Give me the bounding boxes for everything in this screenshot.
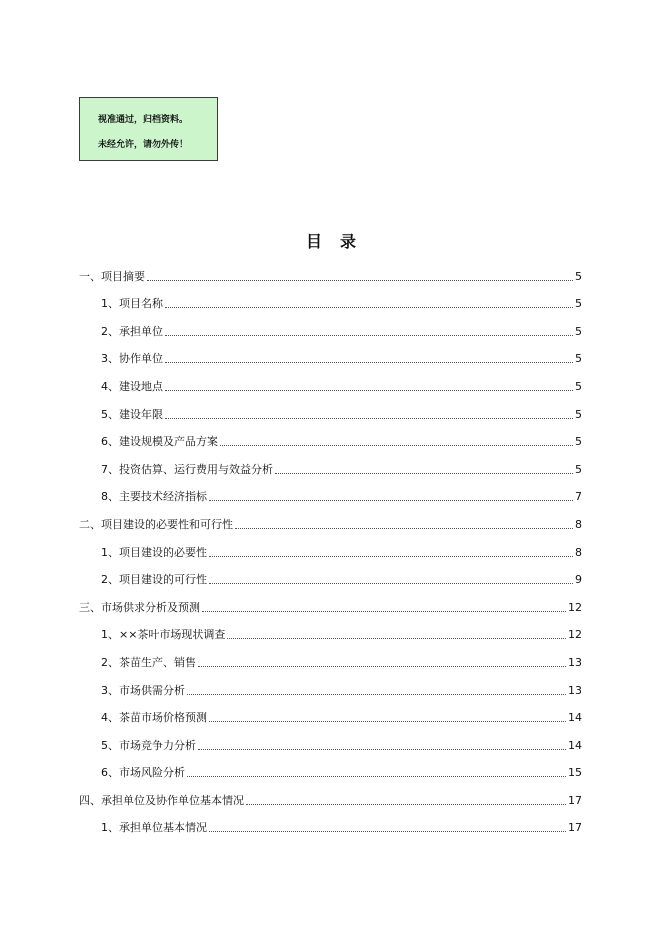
toc-entry[interactable] (79, 477, 582, 505)
toc-entry-page: 14 (568, 738, 582, 752)
toc-entry-page: 5 (575, 435, 582, 449)
toc-leader-dots (235, 528, 573, 529)
toc-entry[interactable] (79, 284, 582, 312)
toc-entry[interactable] (79, 256, 582, 284)
toc-entry-label: 3、市场供需分析 (101, 683, 185, 697)
toc-entry-page: 5 (575, 269, 582, 283)
toc-entry-page: 14 (568, 711, 582, 725)
toc-entry[interactable] (79, 587, 582, 615)
toc-entry[interactable] (79, 753, 582, 781)
toc-entry-label: 4、茶苗市场价格预测 (101, 711, 207, 725)
toc-entry-page: 5 (575, 462, 582, 476)
table-of-contents (79, 256, 582, 835)
toc-entry-label: 1、项目建设的必要性 (101, 545, 207, 559)
toc-entry-page: 17 (568, 793, 582, 807)
toc-entry-page: 8 (575, 517, 582, 531)
toc-entry[interactable] (79, 670, 582, 698)
toc-entry[interactable] (79, 698, 582, 726)
toc-entry-page: 15 (568, 766, 582, 780)
toc-leader-dots (198, 749, 566, 750)
toc-leader-dots (198, 666, 566, 667)
toc-entry-page: 5 (575, 407, 582, 421)
toc-leader-dots (147, 280, 573, 281)
toc-entry[interactable] (79, 560, 582, 588)
toc-entry-page: 9 (575, 573, 582, 587)
toc-entry-label: 四、承担单位及协作单位基本情况 (79, 793, 244, 807)
toc-entry[interactable] (79, 449, 582, 477)
toc-entry[interactable] (79, 642, 582, 670)
toc-leader-dots (209, 556, 573, 557)
toc-entry[interactable] (79, 780, 582, 808)
toc-leader-dots (220, 445, 573, 446)
toc-entry-page: 5 (575, 379, 582, 393)
toc-entry-page: 13 (568, 655, 582, 669)
toc-entry-label: 8、主要技术经济指标 (101, 490, 207, 504)
toc-entry[interactable] (79, 394, 582, 422)
toc-leader-dots (165, 418, 573, 419)
toc-entry-label: 7、投资估算、运行费用与效益分析 (101, 462, 273, 476)
toc-entry-page: 5 (575, 324, 582, 338)
notice-line-2: 未经允许，请勿外传！ (98, 140, 189, 150)
toc-entry-page: 17 (568, 821, 582, 835)
toc-leader-dots (246, 804, 566, 805)
toc-entry-label: 5、市场竞争力分析 (101, 738, 196, 752)
toc-leader-dots (275, 473, 573, 474)
toc-entry[interactable] (79, 725, 582, 753)
toc-entry-label: 6、市场风险分析 (101, 766, 185, 780)
toc-entry-page: 12 (568, 628, 582, 642)
toc-entry-page: 7 (575, 490, 582, 504)
toc-entry[interactable] (79, 532, 582, 560)
toc-entry-page: 8 (575, 545, 582, 559)
toc-entry-label: 2、茶苗生产、销售 (101, 655, 196, 669)
toc-leader-dots (227, 638, 566, 639)
toc-entry[interactable] (79, 504, 582, 532)
toc-leader-dots (165, 335, 573, 336)
toc-entry-label: 一、项目摘要 (79, 269, 145, 283)
approval-notice-box (79, 97, 218, 161)
toc-leader-dots (209, 500, 573, 501)
toc-title: 目录 (305, 232, 374, 251)
toc-entry-label: 1、承担单位基本情况 (101, 821, 207, 835)
toc-entry-label: 3、协作单位 (101, 352, 163, 366)
toc-entry-page: 12 (568, 600, 582, 614)
toc-leader-dots (165, 390, 573, 391)
toc-leader-dots (209, 831, 566, 832)
toc-entry-page: 5 (575, 352, 582, 366)
toc-entry-label: 5、建设年限 (101, 407, 163, 421)
toc-entry-label: 1、项目名称 (101, 297, 163, 311)
toc-leader-dots (187, 694, 566, 695)
toc-entry-label: 2、承担单位 (101, 324, 163, 338)
toc-entry-label: 6、建设规模及产品方案 (101, 435, 218, 449)
toc-entry[interactable] (79, 339, 582, 367)
toc-leader-dots (209, 721, 566, 722)
toc-leader-dots (165, 307, 573, 308)
toc-leader-dots (165, 362, 573, 363)
toc-entry[interactable] (79, 366, 582, 394)
toc-leader-dots (202, 611, 566, 612)
toc-entry[interactable] (79, 311, 582, 339)
toc-entry[interactable] (79, 808, 582, 836)
toc-entry[interactable] (79, 615, 582, 643)
toc-leader-dots (209, 583, 573, 584)
toc-entry-label: 二、项目建设的必要性和可行性 (79, 517, 233, 531)
toc-leader-dots (187, 776, 566, 777)
toc-entry-label: 1、××茶叶市场现状调查 (101, 628, 226, 642)
toc-entry-page: 5 (575, 297, 582, 311)
toc-entry-label: 4、建设地点 (101, 379, 163, 393)
toc-entry-label: 三、市场供求分析及预测 (79, 600, 200, 614)
toc-entry[interactable] (79, 422, 582, 450)
toc-entry-label: 2、项目建设的可行性 (101, 573, 207, 587)
notice-line-1: 视准通过，归档资料。 (98, 115, 189, 125)
toc-entry-page: 13 (568, 683, 582, 697)
